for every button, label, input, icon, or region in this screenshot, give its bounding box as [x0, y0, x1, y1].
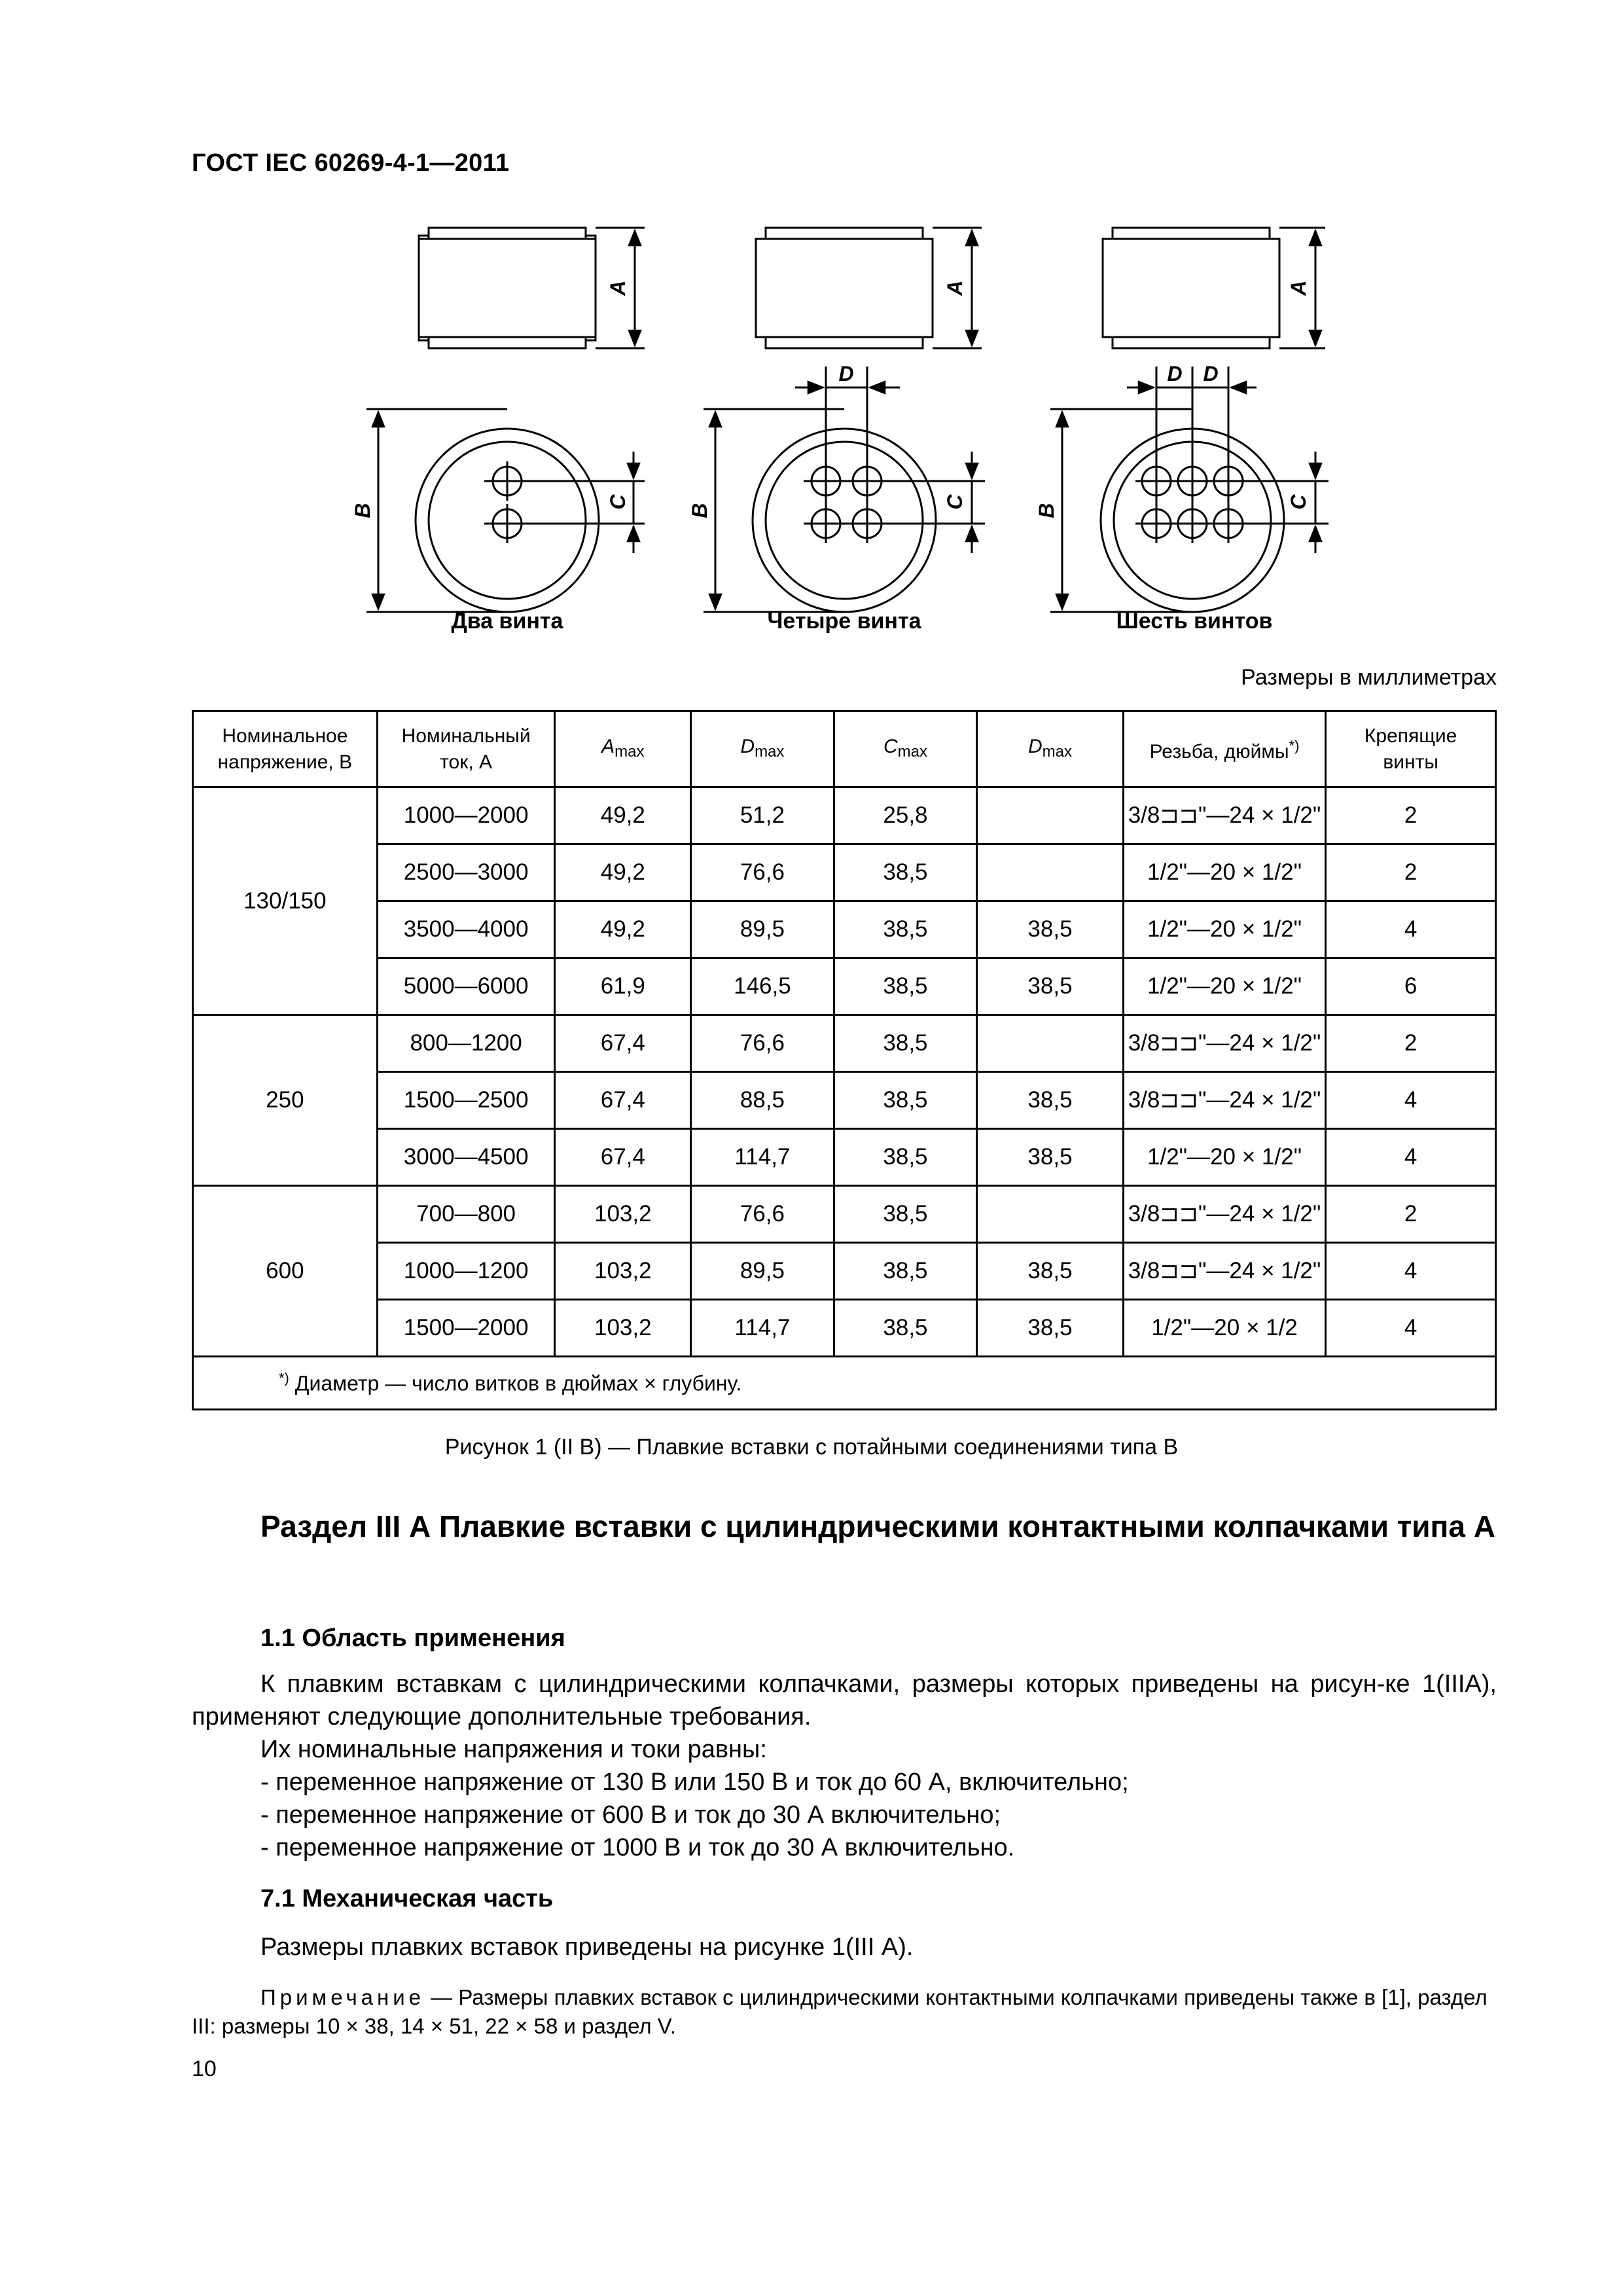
table-cell: 38,5 — [977, 1072, 1124, 1129]
scope-paragraph: К плавким вставкам с цилиндрическими колпачками, размеры которых приведены на рисун-ке 1(IIIA), применяют следующие дополнительные требования. — [192, 1670, 1497, 1731]
table-row — [193, 1129, 1496, 1186]
table-cell: 3/8⊐⊐"—24 × 1/2" — [1123, 1015, 1326, 1072]
header-thread: Резьба, дюймы*) — [1123, 711, 1326, 787]
list-item: - переменное напряжение от 600 В и ток до 30 А включительно; — [260, 1801, 1001, 1829]
table-cell: 4 — [1326, 901, 1496, 958]
table-cell: 4 — [1326, 1243, 1496, 1300]
header-d-max-2: $D_{max}$ — [977, 711, 1124, 787]
voltage-cell: 250 — [193, 1015, 378, 1186]
table-cell: 1/2"—20 × 1/2" — [1123, 844, 1326, 901]
voltage-cell: 130/150 — [193, 787, 378, 1015]
table-cell: 51,2 — [691, 787, 834, 844]
mechanical-paragraph: Размеры плавких вставок приведены на рисунке 1(III А). — [260, 1933, 914, 1961]
table-cell: 38,5 — [834, 901, 977, 958]
table-cell: 4 — [1326, 1072, 1496, 1129]
table-cell: 25,8 — [834, 787, 977, 844]
table-cell: 4 — [1326, 1129, 1496, 1186]
list-item: - переменное напряжение от 130 В или 150 В и ток до 60 А, включительно; — [260, 1768, 1129, 1796]
table-row — [193, 1072, 1496, 1129]
header-current: Номинальный ток, А — [377, 711, 555, 787]
table-cell: 49,2 — [555, 844, 691, 901]
view-caption-two-screws: Два винта — [451, 609, 563, 634]
dim-label-c: C — [1287, 494, 1310, 510]
fuse-view-two-screws — [366, 228, 645, 612]
table-cell: 38,5 — [977, 1129, 1124, 1186]
table-cell: 700—800 — [377, 1186, 555, 1243]
table-row — [193, 958, 1496, 1015]
table-cell: 103,2 — [555, 1243, 691, 1300]
table-cell: 114,7 — [691, 1129, 834, 1186]
table-cell: 38,5 — [834, 958, 977, 1015]
table-cell: 61,9 — [555, 958, 691, 1015]
scope-intro: Их номинальные напряжения и токи равны: — [260, 1736, 767, 1763]
dim-label-d: D — [1203, 362, 1219, 386]
table-cell: 88,5 — [691, 1072, 834, 1129]
header-voltage: Номинальное напряжение, В — [193, 711, 378, 787]
table-cell: 2 — [1326, 1186, 1496, 1243]
table-cell: 89,5 — [691, 1243, 834, 1300]
table-cell: 76,6 — [691, 1015, 834, 1072]
dim-label-b: B — [351, 503, 374, 518]
table-cell: 3/8⊐⊐"—24 × 1/2" — [1123, 787, 1326, 844]
table-cell: 76,6 — [691, 1186, 834, 1243]
table-cell: 1500—2000 — [377, 1300, 555, 1357]
table-cell: 1500—2500 — [377, 1072, 555, 1129]
table-row — [193, 1300, 1496, 1357]
table-cell: 3500—4000 — [377, 901, 555, 958]
page-number: 10 — [192, 2056, 217, 2081]
table-cell: 1000—1200 — [377, 1243, 555, 1300]
table-cell: 38,5 — [834, 844, 977, 901]
table-cell: 3/8⊐⊐"—24 × 1/2" — [1123, 1186, 1326, 1243]
table-cell: 67,4 — [555, 1015, 691, 1072]
dim-label-c: C — [943, 494, 967, 510]
table-cell: 38,5 — [834, 1072, 977, 1129]
table-cell: 38,5 — [977, 958, 1124, 1015]
table-cell: 49,2 — [555, 787, 691, 844]
table-cell: 3000—4500 — [377, 1129, 555, 1186]
section-title: Раздел III А Плавкие вставки с цилиндрическими контактными колпачками типа А — [260, 1509, 1495, 1543]
table-cell — [977, 1186, 1124, 1243]
end-view — [704, 367, 985, 612]
table-row — [193, 1243, 1496, 1300]
table-row — [193, 1015, 1496, 1072]
table-cell: 103,2 — [555, 1186, 691, 1243]
table-cell: 38,5 — [977, 1300, 1124, 1357]
table-cell — [977, 787, 1124, 844]
table-cell: 38,5 — [834, 1129, 977, 1186]
table-header-row — [193, 711, 1496, 787]
note — [192, 1983, 1497, 2041]
table-cell: 38,5 — [834, 1015, 977, 1072]
dim-label-a: A — [943, 280, 967, 296]
list-item: - переменное напряжение от 1000 В и ток до 30 А включительно. — [260, 1834, 1015, 1861]
table-cell: 38,5 — [977, 901, 1124, 958]
table-cell: 38,5 — [834, 1243, 977, 1300]
table-cell: 6 — [1326, 958, 1496, 1015]
table-cell: 38,5 — [834, 1186, 977, 1243]
header-c-max: $C_{max}$ — [834, 711, 977, 787]
table-cell: 146,5 — [691, 958, 834, 1015]
table-footnote-row — [193, 1357, 1496, 1410]
table-cell: 1/2"—20 × 1/2" — [1123, 1129, 1326, 1186]
end-view — [1050, 367, 1329, 612]
table-cell: 5000—6000 — [377, 958, 555, 1015]
dimensions-table — [192, 710, 1497, 1410]
table-row — [193, 787, 1496, 844]
end-view — [366, 409, 645, 612]
table-cell: 67,4 — [555, 1072, 691, 1129]
note-label: Примечание — [260, 1985, 425, 2009]
header-a-max: $A_{max}$ — [555, 711, 691, 787]
table-row — [193, 901, 1496, 958]
view-caption-six-screws: Шесть винтов — [1116, 609, 1273, 634]
table-cell: 1/2"—20 × 1/2 — [1123, 1300, 1326, 1357]
header-d-max: $D_{max}$ — [691, 711, 834, 787]
table-cell: 114,7 — [691, 1300, 834, 1357]
fuse-drawing — [0, 216, 1623, 661]
dim-label-c: C — [606, 494, 630, 510]
document-code: ГОСТ IEC 60269-4-1—2011 — [192, 149, 510, 177]
dim-label-d: D — [838, 362, 854, 386]
view-caption-four-screws: Четыре винта — [767, 609, 921, 634]
table-cell: 89,5 — [691, 901, 834, 958]
table-cell: 67,4 — [555, 1129, 691, 1186]
table-cell: 800—1200 — [377, 1015, 555, 1072]
table-cell: 2500—3000 — [377, 844, 555, 901]
table-cell: 38,5 — [834, 1300, 977, 1357]
table-cell: 76,6 — [691, 844, 834, 901]
table-cell: 2 — [1326, 1015, 1496, 1072]
dim-label-a: A — [606, 280, 630, 296]
table-cell: 1/2"—20 × 1/2" — [1123, 958, 1326, 1015]
scope-body — [192, 1668, 1497, 1864]
table-cell: 2 — [1326, 844, 1496, 901]
voltage-cell: 600 — [193, 1186, 378, 1357]
mechanical-heading: 7.1 Механическая часть — [260, 1885, 554, 1912]
dim-label-b: B — [1035, 503, 1058, 518]
table-cell: 3/8⊐⊐"—24 × 1/2" — [1123, 1072, 1326, 1129]
table-cell: 4 — [1326, 1300, 1496, 1357]
table-row — [193, 1186, 1496, 1243]
table-footnote: *) Диаметр — число витков в дюймах × глубину. — [193, 1357, 1496, 1410]
table-cell: 1000—2000 — [377, 787, 555, 844]
mechanical-body — [192, 1931, 1497, 1964]
table-cell: 38,5 — [977, 1243, 1124, 1300]
figure-caption: Рисунок 1 (II В) — Плавкие вставки с потайными соединениями типа В — [444, 1435, 1179, 1460]
units-note: Размеры в миллиметрах — [1241, 665, 1497, 690]
scope-heading: 1.1 Область применения — [260, 1624, 565, 1652]
table-cell: 2 — [1326, 787, 1496, 844]
dim-label-b: B — [688, 503, 711, 518]
table-cell — [977, 1015, 1124, 1072]
dim-label-a: A — [1287, 280, 1310, 296]
table-cell: 3/8⊐⊐"—24 × 1/2" — [1123, 1243, 1326, 1300]
note-text: — Размеры плавких вставок с цилиндрическими контактными колпачками приведены также в [1], раздел III: размеры 10 × 38, 14 × 51, 22 × 58 и раздел V. — [192, 1985, 1488, 2038]
table-row — [193, 844, 1496, 901]
header-screws: Крепящие винты — [1326, 711, 1496, 787]
table-cell: 103,2 — [555, 1300, 691, 1357]
table-cell — [977, 844, 1124, 901]
dim-label-d: D — [1167, 362, 1183, 386]
table-cell: 49,2 — [555, 901, 691, 958]
table-cell: 1/2"—20 × 1/2" — [1123, 901, 1326, 958]
